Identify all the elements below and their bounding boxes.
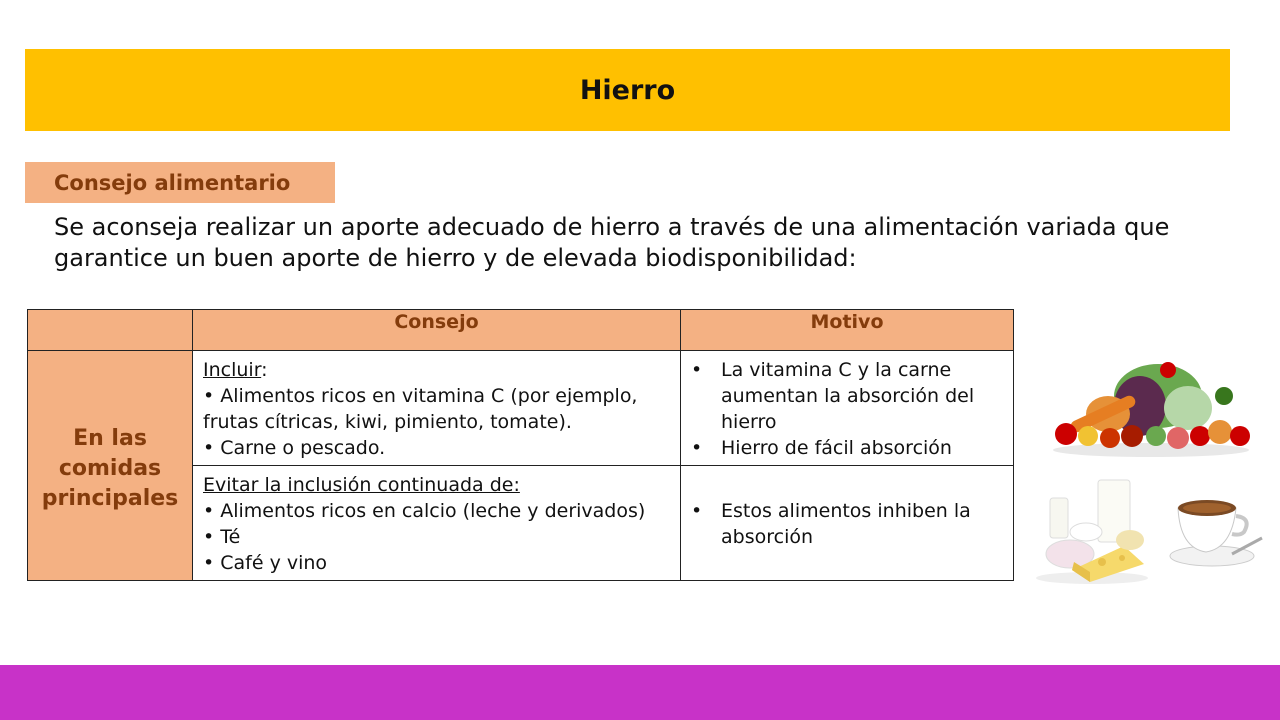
- table-row: [28, 351, 1014, 466]
- vegetables-image: [1048, 356, 1254, 458]
- intro-paragraph: Se aconseja realizar un aporte adecuado de hierro a través de una alimentación variada que garantice un buen aporte de hierro y de elevada biodisponibilidad:: [54, 213, 1170, 272]
- include-item: • Alimentos ricos en vitamina C (por ejemplo, frutas cítricas, kiwi, pimiento, tomate).: [203, 385, 638, 433]
- motivo-cell-avoid: [681, 466, 1014, 581]
- title-banner: [25, 49, 1230, 131]
- avoid-item: • Alimentos ricos en calcio (leche y derivados): [203, 500, 646, 522]
- avoid-lead: Evitar la inclusión continuada de:: [203, 474, 520, 496]
- motivo-cell-include: [681, 351, 1014, 466]
- table-corner-cell: [28, 310, 193, 351]
- consejo-cell-include: [193, 351, 681, 466]
- motivo-item: • La vitamina C y la carne aumentan la absorción del hierro: [691, 357, 1003, 435]
- row-label: En las comidas principales: [28, 351, 193, 581]
- section-label: Consejo alimentario: [54, 170, 291, 195]
- header-consejo: Consejo: [193, 310, 681, 351]
- avoid-item: • Café y vino: [203, 552, 328, 574]
- footer-bar: [0, 665, 1280, 720]
- include-lead-colon: :: [261, 359, 268, 381]
- coffee-cup-image: [1166, 490, 1264, 570]
- motivo-item: • Estos alimentos inhiben la absorción: [691, 498, 1003, 550]
- header-motivo: Motivo: [681, 310, 1014, 351]
- consejo-cell-avoid: [193, 466, 681, 581]
- avoid-item: • Té: [203, 526, 241, 548]
- motivo-item: • Hierro de fácil absorción: [691, 435, 1003, 461]
- advice-table: [27, 309, 1014, 581]
- include-lead-line: [203, 357, 670, 383]
- dairy-image: [1032, 474, 1150, 586]
- slide-title: Hierro: [579, 74, 676, 106]
- include-item: • Carne o pescado.: [203, 437, 386, 459]
- include-lead: Incluir: [203, 359, 262, 381]
- section-label-box: [25, 162, 335, 203]
